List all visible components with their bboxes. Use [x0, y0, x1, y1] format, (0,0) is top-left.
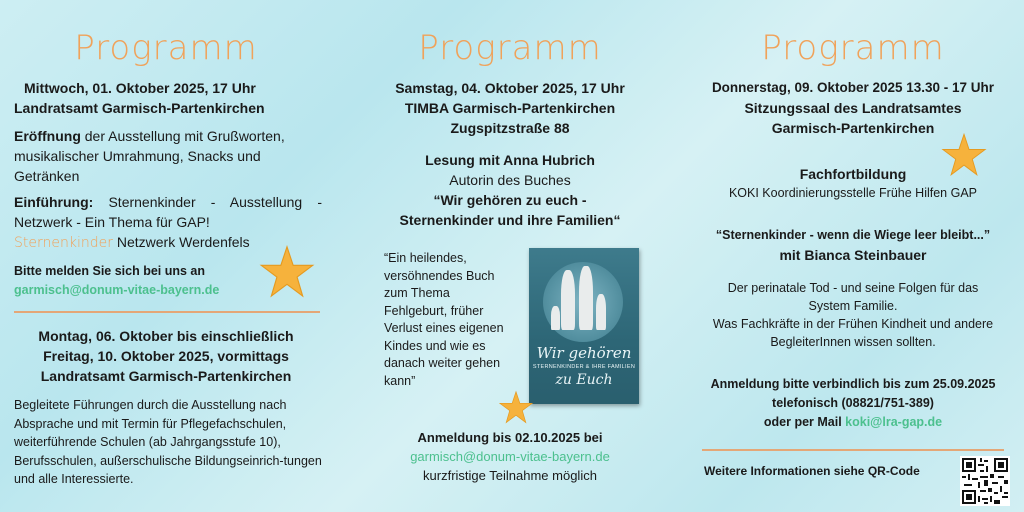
qr-code-icon[interactable] — [960, 456, 1010, 506]
event-date: Donnerstag, 09. Oktober 2025 13.30 - 17 Uhr — [711, 80, 995, 95]
author-line: Autorin des Buches — [449, 172, 571, 188]
tours-description: Begleitete Führungen durch die Ausstellung nach Absprache und mit Termin für Pflegefachschulen, weiterführende Schulen (ab Jahrgangsstufe 10), Berufsschulen, außerschulische Bildungseinrich-tungen und alle Interessierte. — [14, 398, 322, 486]
more-info: Weitere Informationen siehe QR-Code — [704, 464, 920, 478]
opening-label: Eröffnung — [14, 128, 81, 144]
talk-title: “Sternenkinder - wenn die Wiege leer bleibt...” — [715, 228, 991, 242]
email-link[interactable]: garmisch@donum-vitae-bayern.de — [14, 283, 220, 297]
panel-title: Programm — [418, 28, 602, 68]
event-city: Garmisch-Partenkirchen — [771, 120, 935, 136]
panel-left — [0, 0, 332, 512]
registration-line-3 — [682, 415, 1024, 429]
divider — [702, 449, 1004, 451]
network-highlight: Sternenkinder — [14, 235, 113, 251]
panel-right — [682, 0, 1024, 512]
intro-desc: Sternenkinder - Ausstellung - Netzwerk - Ein Thema für GAP! — [14, 194, 322, 230]
cover-subtitle: STERNENKINDER & IHRE FAMILIEN — [532, 364, 636, 370]
tours-venue: Landratsamt Garmisch-Partenkirchen — [40, 368, 292, 384]
cover-title-end: zu Euch — [555, 372, 613, 388]
speaker: mit Bianca Steinbauer — [779, 247, 927, 263]
event-venue: TIMBA Garmisch-Partenkirchen — [404, 100, 616, 116]
book-quote: “Ein heilendes, versöhnendes Buch zum Thema Fehlgeburt, früher Verlust eines eigenen Kindes und wie es danach weiter gehen kann” — [384, 251, 504, 388]
reading-title: Lesung mit Anna Hubrich — [425, 152, 595, 168]
network-line — [14, 234, 250, 251]
tours-date-start: Montag, 06. Oktober bis einschließlich — [38, 328, 294, 344]
training-title: Fachfortbildung — [799, 166, 907, 182]
event-street: Zugspitzstraße 88 — [450, 120, 570, 136]
panel-middle — [340, 0, 680, 512]
figure-child — [551, 306, 560, 330]
email-link[interactable]: garmisch@donum-vitae-bayern.de — [410, 449, 610, 464]
figure-child — [596, 294, 606, 330]
divider — [14, 311, 320, 313]
event-date: Mittwoch, 01. Oktober 2025, 17 Uhr — [24, 80, 256, 96]
network-rest: Netzwerk Werdenfels — [112, 234, 250, 250]
intro-label: Einführung: — [14, 194, 94, 210]
short-notice: kurzfristige Teilnahme möglich — [423, 468, 597, 483]
star-icon — [258, 244, 316, 300]
mail-prefix: oder per Mail — [763, 415, 846, 429]
description-1: Der perinatale Tod - und seine Folgen für das System Familie. — [727, 281, 979, 313]
book-cover — [529, 248, 639, 404]
registration-line-2: telefonisch (08821/751-389) — [772, 396, 934, 410]
panel-title: Programm — [74, 28, 258, 68]
intro-text — [14, 192, 322, 232]
event-venue: Sitzungssaal des Landratsamtes — [744, 100, 962, 116]
opening-text — [14, 126, 324, 186]
book-title-2: Sternenkinder und ihre Familien“ — [399, 212, 621, 228]
opening-desc: der Ausstellung mit Grußworten, musikalischer Umrahmung, Snacks und Getränken — [14, 128, 285, 184]
tours-date-end: Freitag, 10. Oktober 2025, vormittags — [43, 348, 289, 364]
event-date: Samstag, 04. Oktober 2025, 17 Uhr — [395, 80, 625, 96]
organization: KOKI Koordinierungsstelle Frühe Hilfen GAP — [728, 186, 978, 200]
description-2: Was Fachkräfte in der Frühen Kindheit und andere BegleiterInnen wissen sollten. — [712, 317, 994, 349]
panel-title: Programm — [761, 28, 945, 68]
email-link[interactable]: koki@lra-gap.de — [845, 415, 943, 429]
book-title-1: “Wir gehören zu euch - — [433, 192, 587, 208]
registration-line-1: Anmeldung bitte verbindlich bis zum 25.09.2025 — [710, 377, 996, 391]
register-text: Bitte melden Sie sich bei uns an — [14, 264, 206, 278]
figure-adult — [561, 270, 575, 330]
registration-text: Anmeldung bis 02.10.2025 bei — [417, 430, 603, 445]
figure-adult — [579, 266, 593, 330]
cover-title: Wir gehören — [536, 344, 632, 362]
event-venue: Landratsamt Garmisch-Partenkirchen — [14, 100, 265, 116]
star-icon — [498, 390, 534, 425]
